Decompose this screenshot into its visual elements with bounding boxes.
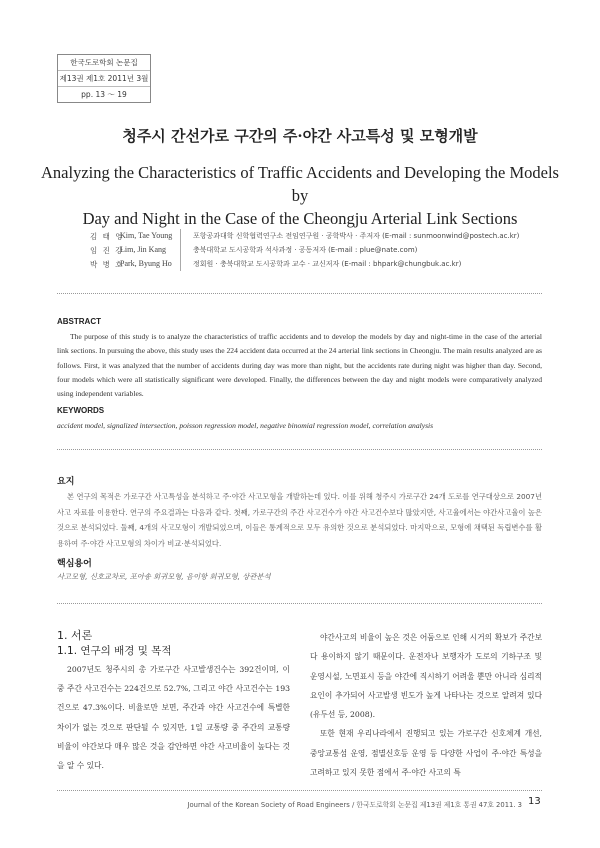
journal-info-box [57, 54, 151, 103]
subsection-heading: 1.1. 연구의 배경 및 목적 [57, 645, 172, 657]
author-name-en: Lim, Jin Kang [120, 245, 166, 254]
title-english-line2: Day and Night in the Case of the Cheongju Arterial Link Sections [82, 209, 518, 228]
journal-volume: 제13권 제1호 2011년 3월 [58, 71, 150, 87]
author-row [90, 231, 560, 245]
abstract-heading: ABSTRACT [57, 317, 101, 326]
author-name-ko: 김 태 영 [90, 232, 125, 241]
keywords-text: accident model, signalized intersection, poisson regression model, negative binomial regression model, correlation analysis [57, 421, 434, 430]
author-row [90, 259, 560, 273]
journal-pages: pp. 13 ～ 19 [81, 90, 127, 99]
author-name-ko: 박 병 호 [90, 260, 125, 269]
summary-heading: 요지 [57, 477, 75, 487]
page-number: 13 [528, 796, 541, 807]
subject-text: 사고모형, 신호교차로, 포아송 회귀모형, 음이항 회귀모형, 상관분석 [57, 572, 271, 581]
keywords-heading: KEYWORDS [57, 406, 105, 415]
footer-divider [57, 790, 542, 791]
author-row [90, 245, 560, 259]
body-column-left [57, 660, 290, 775]
title-english [40, 161, 560, 230]
author-name-ko: 임 진 강 [90, 246, 125, 255]
author-name-en: Park, Byung Ho [120, 259, 172, 268]
footer-citation: Journal of the Korean Society of Road Engineers / 한국도로학회 논문집 제13권 제1호 통권 47호 2011. 3 [187, 801, 522, 809]
author-affiliation: 충북대학교 도시공학과 석사과정 · 공동저자 (E-mail : plue@nate.com) [193, 246, 418, 254]
title-korean: 청주시 간선가로 구간의 주·야간 사고특성 및 모형개발 [122, 127, 478, 145]
section-heading: 1. 서론 [57, 629, 93, 642]
body-column-right [310, 628, 542, 782]
body-paragraph: 2007년도 청주시의 총 가로구간 사고발생건수는 392건이며, 이 중 주간 사고건수는 224건으로 52.7%, 그리고 야간 사고건수는 193건으로 47.3%이다. 비율로만 보면, 주간과 야간 사고건수에 특별한 차이가 없는 것으로 판단될 수 있지만, 1일 교통량 중 주간의 교통량 비율이 야간보다 매우 많은 것을 감안하면 야간 사고비율이 높다는 것을 알 수 있다. [57, 665, 290, 771]
abstract-text: The purpose of this study is to analyze the characteristics of traffic accidents and to develop the models by day and night-time in the case of the arterial link sections. In pursuing the above, this study uses the 224 accident data occurred at the 24 arterial link sections in Cheongju. The main results analyzed are as follows. First, it was analyzed that the number of accidents during day was more than night, but the accidents rate during night was higher than day. Second, four models which were all statistically significant were developed. Finally, the differences between the day and night models were comparatively analyzed using independent variables. [57, 332, 542, 399]
summary-text: 본 연구의 목적은 가로구간 사고특성을 분석하고 주·야간 사고모형을 개발하는데 있다. 이를 위해 청주시 가로구간 24개 도로를 연구대상으로 2007년 사고 자료를 이용한다. 연구의 주요결과는 다음과 같다. 첫째, 가로구간의 주간 사고건수가 야간 사고건수보다 많았지만, 사고율에서는 야간사고율이 높은 것으로 분석되었다. 둘째, 4개의 사고모형이 개발되었으며, 이들은 통계적으로 모두 유의한 것으로 분석되었다. 마지막으로, 모형에 채택된 독립변수를 활용하여 주·야간 사고모형의 차이가 비교·분석되었다. [57, 492, 542, 548]
divider-line [57, 449, 542, 450]
author-affiliation: 포항공과대학 신학협력연구소 전임연구원 · 공학박사 · 주저자 (E-mail : sunmoonwind@postech.ac.kr) [193, 232, 520, 240]
journal-name: 한국도로학회 논문집 [58, 55, 150, 71]
author-name-en: Kim, Tae Young [120, 231, 173, 240]
author-list [90, 231, 560, 273]
subject-heading: 핵심용어 [57, 559, 92, 569]
title-english-line1: Analyzing the Characteristics of Traffic Accidents and Developing the Models by [41, 163, 559, 205]
divider-line [57, 603, 542, 604]
body-paragraph: 또한 현재 우리나라에서 진행되고 있는 가로구간 신호체계 개선, 중앙교통섬 운영, 점멸신호등 운영 등 다양한 사업이 주·야간 특성을 고려하고 있지 못한 점에서 주·야간 사고의 특 [310, 729, 542, 778]
divider-line [57, 293, 542, 294]
author-affiliation: 정회원 · 충북대학교 도시공학과 교수 · 교신저자 (E-mail : bhpark@chungbuk.ac.kr) [193, 260, 462, 268]
body-paragraph: 야간사고의 비율이 높은 것은 어둠으로 인해 시거의 확보가 주간보다 용이하지 않기 때문이다. 운전자나 보행자가 도로의 기하구조 및 운영시설, 노면표시 등을 야간에 직시하기 어려울 뿐만 아니라 심리적 요인이 추가되어 사고발생 빈도가 높게 나타나는 것으로 알려져 있다(유두선 등, 2008). [310, 633, 542, 720]
